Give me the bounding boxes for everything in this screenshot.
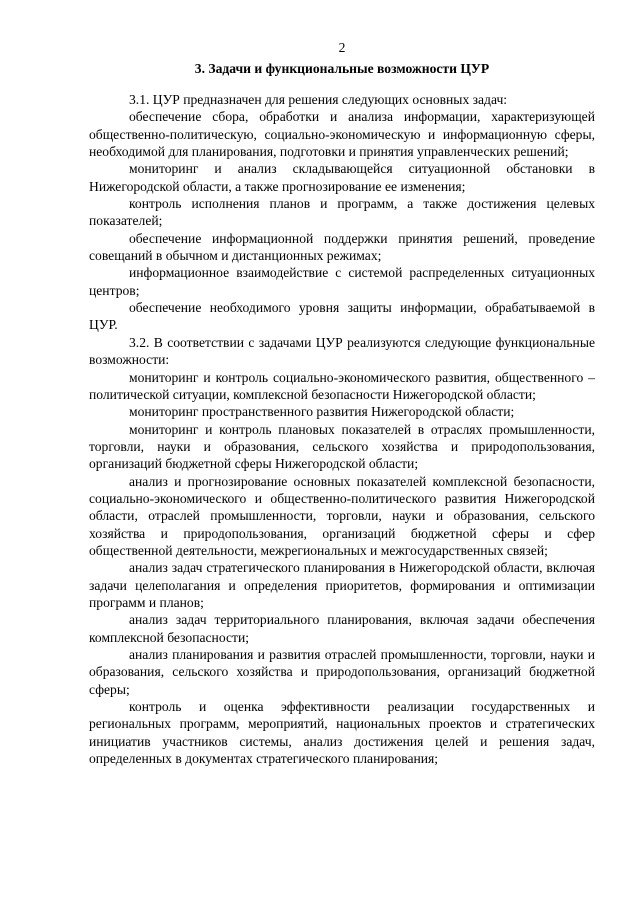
list-item-information-security: обеспечение необходимого уровня защиты информации, обрабатываемой в ЦУР.	[89, 300, 595, 333]
page-body	[89, 39, 595, 767]
list-item-center-interaction: информационное взаимодействие с системой распределенных ситуационных центров;	[89, 265, 595, 298]
list-item-decision-support: обеспечение информационной поддержки принятия решений, проведение совещаний в обычном и дистанционных режимах;	[89, 230, 595, 264]
list-item-indicator-monitoring: мониторинг и контроль плановых показателей в отраслях промышленности, торговли, науки и образования, сельского хозяйства и природопользования, организаций бюджетной сферы Нижегородской области;	[89, 421, 595, 472]
paragraph-3-1-intro: 3.1. ЦУР предназначен для решения следующих основных задач:	[129, 92, 508, 107]
list-item-plan-control: контроль исполнения планов и программ, а также достижения целевых показателей;	[89, 196, 595, 229]
list-item-spatial-monitoring: мониторинг пространственного развития Нижегородской области;	[129, 404, 515, 420]
section-heading: 3. Задачи и функциональные возможности ЦУР	[194, 61, 490, 76]
paragraph-3-2-intro: 3.2. В соответствии с задачами ЦУР реализуются следующие функциональные возможности:	[89, 334, 595, 368]
list-item-territorial-planning: анализ задач территориального планирования, включая задачи обеспечения комплексной безопасности;	[89, 612, 595, 645]
list-item-program-evaluation: контроль и оценка эффективности реализации государственных и региональных программ, мероприятий, национальных проектов и стратегических инициатив участников системы, анализ достижения целей и решения задач, определенных в документах стратегического планирования;	[89, 699, 595, 767]
page-number: 2	[338, 40, 346, 55]
list-item-sector-planning: анализ планирования и развития отраслей промышленности, торговли, науки и образования, сельского хозяйства и природопользования, организаций бюджетной сферы;	[89, 647, 595, 697]
list-item-forecasting: анализ и прогнозирование основных показателей комплексной безопасности, социально-экономического и общественно-политического развития Нижегородской области, отраслей промышленности, торговли, науки и образования, сельского хозяйства и природопользования, организаций бюджетной сферы и сфер общественной деятельности, межрегиональных и межгосударственных связей;	[89, 473, 595, 558]
list-item-information-collection: обеспечение сбора, обработки и анализа информации, характеризующей общественно-политическую, социально-экономическую и информационную сферы, необходимой для планирования, подготовки и принятия управленческих решений;	[89, 109, 595, 160]
list-item-development-monitoring: мониторинг и контроль социально-экономического развития, общественного – политической ситуации, комплексной безопасности Нижегородской области;	[89, 369, 595, 402]
list-item-strategic-planning: анализ задач стратегического планирования в Нижегородской области, включая задачи целеполагания и определения приоритетов, формирования и оптимизации программ и планов;	[89, 560, 595, 610]
list-item-situation-monitoring: мониторинг и анализ складывающейся ситуационной обстановки в Нижегородской области, а также прогнозирование ее изменения;	[89, 161, 595, 194]
